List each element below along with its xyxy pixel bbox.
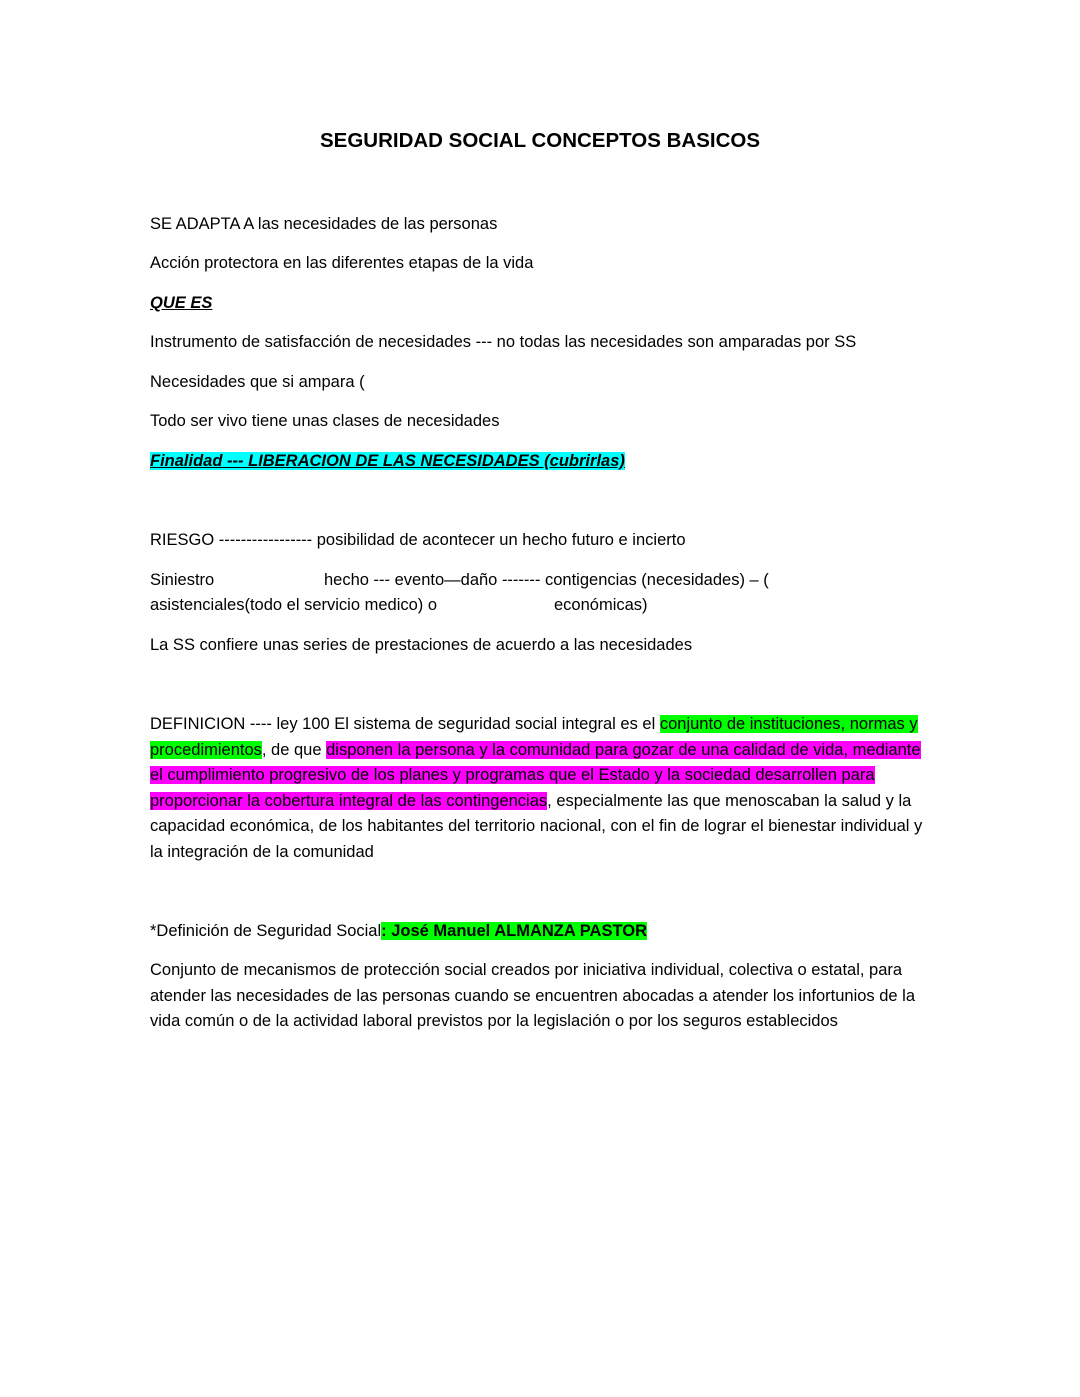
document-title: SEGURIDAD SOCIAL CONCEPTOS BASICOS (319, 129, 761, 152)
author-definition-text: Conjunto de mecanismos de protección social creados por iniciativa individual, colectiva o estatal, para atender las necesidades de las personas cuando se encuentren abocadas a atender los infortunios de la vida común o de la actividad laboral previstos por la legislación o por los seguros establecidos (150, 961, 916, 1031)
definition-mid: , de que (261, 740, 327, 759)
text-line-ser-vivo: Todo ser vivo tiene unas clases de necesidades (150, 412, 500, 430)
text-line-instrumento: Instrumento de satisfacción de necesidades --- no todas las necesidades son amparadas por SS (150, 333, 857, 351)
definition-green-highlight: conjunto de instituciones, normas y procedimientos (150, 715, 918, 759)
author-definition-label: *Definición de Seguridad Social (150, 922, 382, 940)
text-line-hecho: hecho --- evento—daño ------- contigencias (necesidades) – ( (324, 571, 769, 589)
definition-paragraph (150, 712, 925, 866)
text-line-asistenciales: asistenciales(todo el servicio medico) o (150, 596, 438, 614)
definition-rest: , especialmente las que menoscaban la salud y la capacidad económica, de los habitantes del territorio nacional, con el fin de lograr el bienestar individual y la integración de la comunidad (150, 791, 923, 861)
definition-magenta-highlight: disponen la persona y la comunidad para gozar de una calidad de vida, mediante el cumplimiento progresivo de los planes y programas que el Estado y la sociedad desarrollen para proporcionar la cobertura integral de las contingencias (150, 740, 921, 810)
text-line-riesgo: RIESGO ----------------- posibilidad de acontecer un hecho futuro e incierto (150, 531, 686, 549)
definition-intro: DEFINICION ---- ley 100 El sistema de seguridad social integral es el (150, 715, 660, 733)
text-line-necesidades-ampara: Necesidades que si ampara ( (150, 373, 365, 391)
text-line-adapta: SE ADAPTA A las necesidades de las personas (150, 215, 498, 233)
finalidad-line (150, 448, 625, 474)
author-name-highlight: : José Manuel ALMANZA PASTOR (381, 922, 648, 940)
heading-que-es: QUE ES (150, 294, 213, 312)
text-line-economicas: económicas) (554, 596, 648, 614)
text-line-siniestro: Siniestro (150, 571, 215, 589)
finalidad-highlight: Finalidad --- LIBERACION DE LAS NECESIDADES (cubrirlas) (150, 452, 625, 470)
author-definition-heading (150, 918, 647, 944)
text-line-prestaciones: La SS confiere unas series de prestaciones de acuerdo a las necesidades (150, 636, 693, 654)
text-line-accion: Acción protectora en las diferentes etapas de la vida (150, 254, 534, 272)
